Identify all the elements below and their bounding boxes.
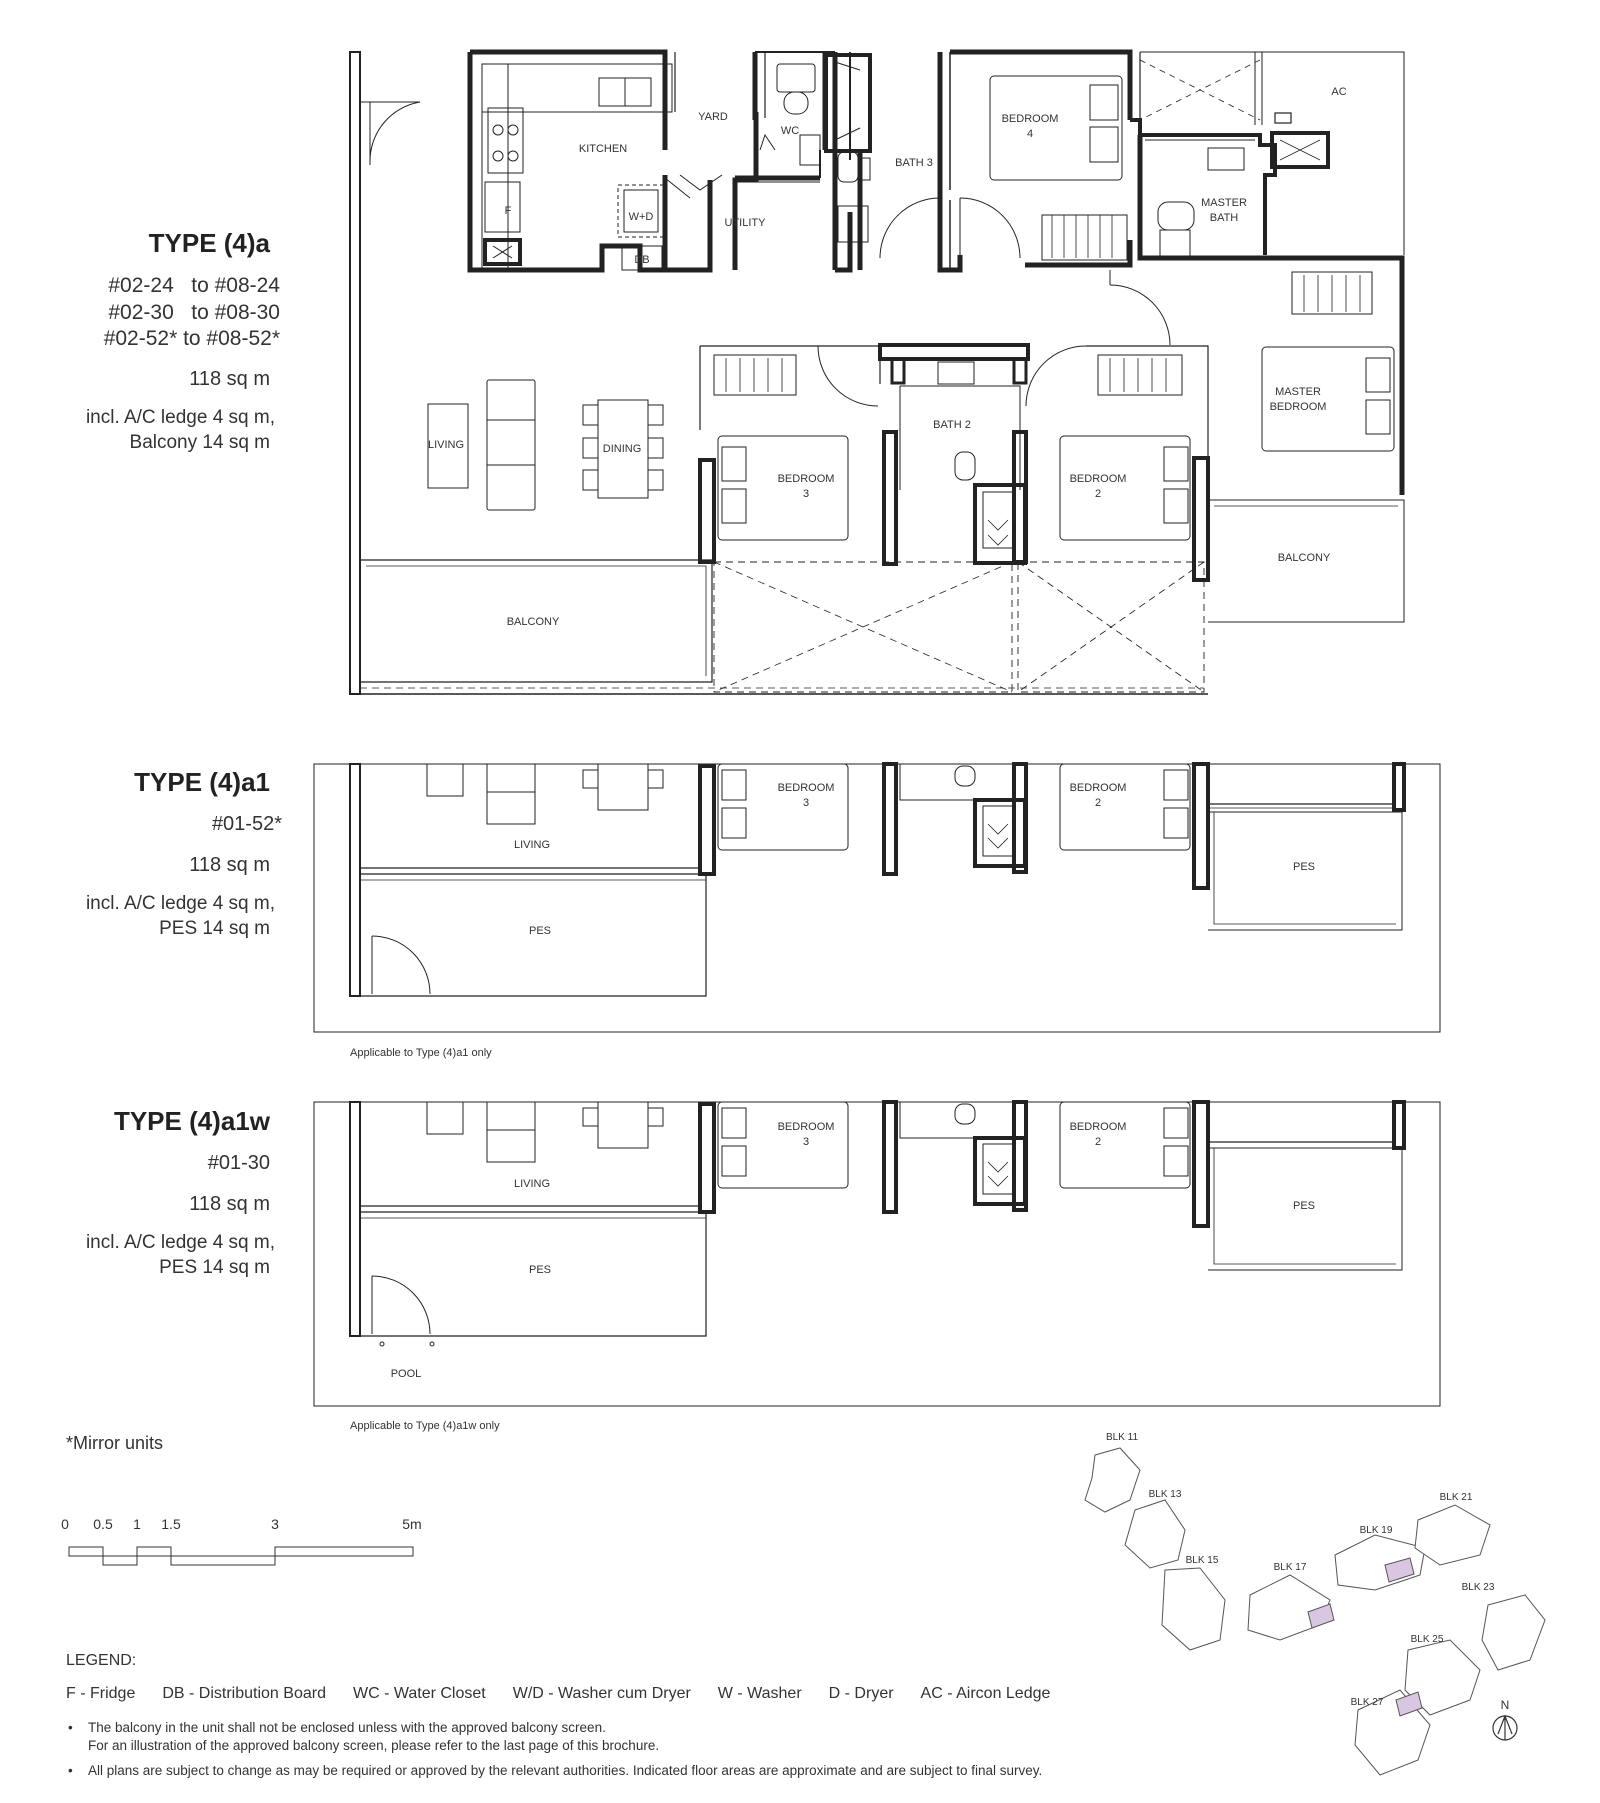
label-living-4a1w: LIVING: [513, 1178, 551, 1190]
label-bedroom4: BEDROOM: [1001, 113, 1059, 125]
label-balcony-right: BALCONY: [1277, 552, 1331, 564]
type-4a-incl-2: Balcony 14 sq m: [129, 432, 270, 453]
floor-plan-4a1w: [0, 1098, 1600, 1410]
note-1b: For an illustration of the approved balcony screen, please refer to the last page of this brochure.: [88, 1738, 660, 1753]
type-4a-units-3: #02-52* to #08-52*: [103, 327, 280, 350]
type-4a1w-area: 118 sq m: [189, 1193, 270, 1215]
label-bedroom2-n-4a1w: 2: [1094, 1136, 1102, 1148]
scale-label-3: 3: [271, 1516, 279, 1532]
label-bedroom3-4a1: BEDROOM: [777, 782, 835, 794]
label-bedroom3-n-4a1: 3: [802, 797, 810, 809]
note-2: All plans are subject to change as may be required or approved by the relevant authorities. Indicated floor areas are approximate and are subject to final survey.: [88, 1763, 1043, 1778]
label-wd: W+D: [628, 211, 654, 223]
scale-label-0: 0: [61, 1516, 69, 1532]
label-living-4a1: LIVING: [513, 839, 551, 851]
blk-label: BLK 27: [1350, 1697, 1384, 1708]
blk-label: BLK 19: [1359, 1525, 1393, 1536]
scale-label-05: 0.5: [93, 1516, 113, 1532]
type-4a1w-title: TYPE (4)a1w: [113, 1106, 270, 1136]
label-yard: YARD: [698, 111, 728, 123]
label-kitchen: KITCHEN: [578, 143, 628, 155]
label-bedroom2-4a1w: BEDROOM: [1069, 1121, 1127, 1133]
north-arrow-icon: [1493, 1716, 1517, 1740]
caption-4a1w: Applicable to Type (4)a1w only: [350, 1420, 500, 1432]
label-pes-right-4a1w: PES: [1292, 1200, 1316, 1212]
blk-label: BLK 25: [1410, 1634, 1444, 1645]
north-label: N: [1500, 1698, 1510, 1712]
legend-item: F - Fridge: [66, 1685, 136, 1702]
type-4a-incl-1: incl. A/C ledge 4 sq m,: [85, 407, 275, 428]
label-master-bedroom-2: BEDROOM: [1269, 401, 1327, 413]
type-4a1-incl-2: PES 14 sq m: [159, 918, 270, 939]
label-pes-right-4a1: PES: [1292, 861, 1316, 873]
type-4a1w-incl-2: PES 14 sq m: [159, 1257, 270, 1278]
type-4a-title: TYPE (4)a: [148, 228, 270, 258]
type-4a1-title: TYPE (4)a1: [134, 767, 270, 797]
type-4a1w-incl-1: incl. A/C ledge 4 sq m,: [85, 1232, 275, 1253]
blk-label: BLK 13: [1148, 1489, 1182, 1500]
type-4a-units-1: #02-24 to #08-24: [108, 274, 280, 297]
type-4a-area: 118 sq m: [189, 368, 270, 390]
legend-item: W/D - Washer cum Dryer: [512, 1685, 691, 1702]
label-db: DB: [634, 254, 650, 266]
label-fridge: F: [504, 205, 512, 217]
type-4a1-units: #01-52*: [211, 813, 282, 835]
label-master-bedroom: MASTER: [1275, 386, 1321, 398]
type-4a1-incl-1: incl. A/C ledge 4 sq m,: [85, 893, 275, 914]
legend-item: WC - Water Closet: [352, 1685, 486, 1702]
scale-bar: [55, 1515, 435, 1575]
legend-item: W - Washer: [717, 1685, 802, 1702]
label-bedroom3-n-4a1w: 3: [802, 1136, 810, 1148]
label-pes-left-4a1w: PES: [528, 1264, 552, 1276]
legend-item: DB - Distribution Board: [162, 1685, 326, 1702]
label-bedroom3: BEDROOM: [777, 473, 835, 485]
label-bedroom2-n: 2: [1094, 488, 1102, 500]
note-1a: The balcony in the unit shall not be enclosed unless with the approved balcony screen.: [88, 1720, 606, 1735]
legend-list: [66, 1685, 1050, 1703]
floor-plan-4a1: [0, 760, 1600, 1070]
mirror-units-note: *Mirror units: [66, 1433, 164, 1453]
label-bedroom2: BEDROOM: [1069, 473, 1127, 485]
label-ac: AC: [1331, 86, 1347, 98]
label-pes-left-4a1: PES: [528, 925, 552, 937]
label-utility: UTILITY: [724, 217, 766, 229]
label-dining: DINING: [602, 443, 642, 455]
scale-label-5m: 5m: [402, 1516, 422, 1532]
label-master-bath: MASTER: [1201, 197, 1247, 209]
label-living: LIVING: [427, 439, 465, 451]
legend-item: AC - Aircon Ledge: [920, 1685, 1051, 1702]
blk-label: BLK 15: [1185, 1555, 1219, 1566]
scale-label-15: 1.5: [161, 1516, 181, 1532]
label-pool: POOL: [390, 1368, 422, 1380]
bullet-2: •: [68, 1763, 73, 1778]
blk-label: BLK 23: [1461, 1582, 1495, 1593]
legend-item: D - Dryer: [828, 1685, 894, 1702]
blk-label: BLK 17: [1273, 1562, 1307, 1573]
legend-heading: LEGEND:: [66, 1652, 137, 1669]
label-bedroom2-n-4a1: 2: [1094, 797, 1102, 809]
floor-plan-4a: [0, 0, 1600, 720]
label-master-bath-2: BATH: [1209, 212, 1239, 224]
site-key-plan: [1070, 1425, 1570, 1795]
label-bedroom2-4a1: BEDROOM: [1069, 782, 1127, 794]
type-4a1w-units: #01-30: [207, 1152, 270, 1174]
label-bedroom4-n: 4: [1026, 128, 1034, 140]
blk-label: BLK 11: [1105, 1432, 1139, 1443]
type-4a1-area: 118 sq m: [189, 854, 270, 876]
label-bath3: BATH 3: [895, 157, 933, 169]
type-4a-units-2: #02-30 to #08-30: [108, 301, 280, 324]
label-balcony-left: BALCONY: [506, 616, 560, 628]
caption-4a1: Applicable to Type (4)a1 only: [350, 1047, 492, 1059]
label-wc: WC: [780, 125, 800, 137]
label-bedroom3-n: 3: [802, 488, 810, 500]
label-bath2: BATH 2: [933, 419, 971, 431]
blk-label: BLK 21: [1439, 1492, 1473, 1503]
bullet-1: •: [68, 1720, 73, 1735]
label-bedroom3-4a1w: BEDROOM: [777, 1121, 835, 1133]
scale-label-1: 1: [133, 1516, 141, 1532]
